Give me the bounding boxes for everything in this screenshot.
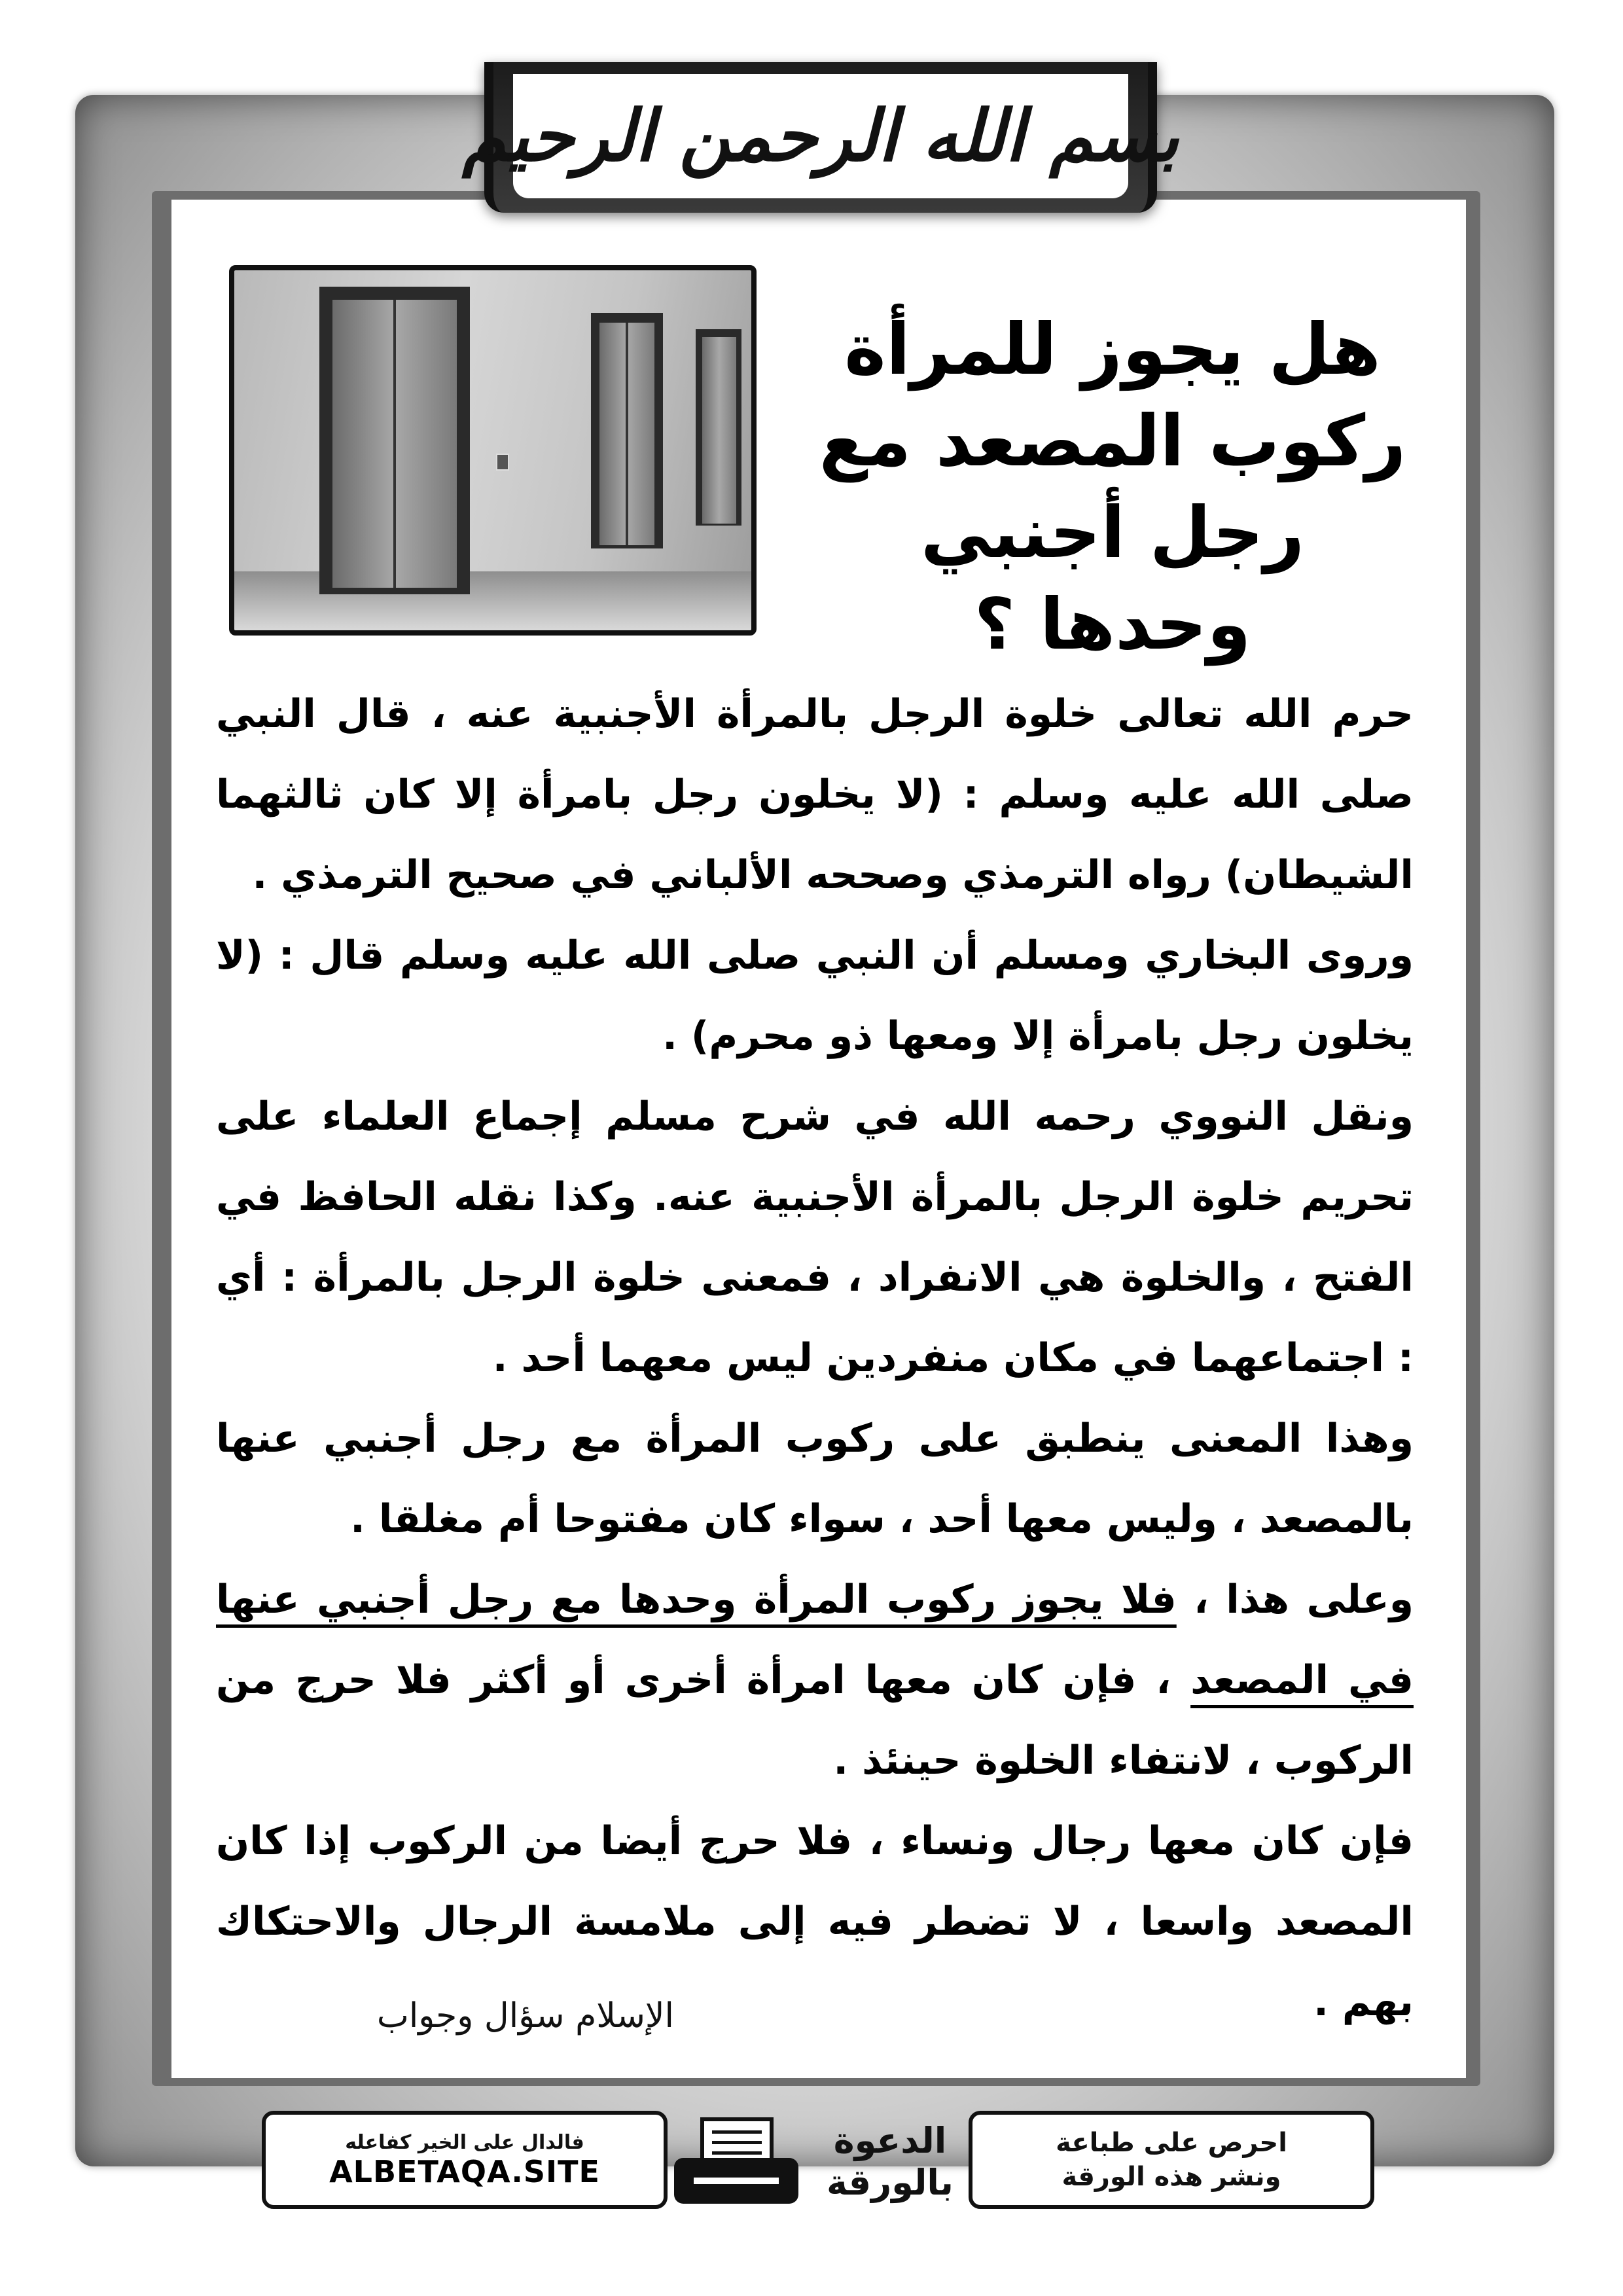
- logo-line-2: بالورقة: [827, 2161, 954, 2203]
- footer-site-box: [262, 2111, 668, 2209]
- paragraph-5-prefix: وعلى هذا ،: [1176, 1577, 1414, 1623]
- basmala-text: بسم الله الرحمن الرحيم: [462, 95, 1179, 177]
- basmala-banner: [462, 62, 1179, 213]
- footer-print-line-2: ونشر هذه الورقة: [1061, 2162, 1281, 2192]
- title-line-3: رجل أجنبي وحدها ؟: [920, 492, 1305, 666]
- source-credit: الإسلام سؤال وجواب: [376, 1996, 674, 2036]
- printer-icon: [674, 2117, 805, 2209]
- elevator-door-2: [599, 323, 654, 545]
- paper-line: [712, 2130, 762, 2134]
- paragraph-5-ruling: فلا يجوز ركوب المرأة وحدها مع رجل أجنبي عنها في المصعد: [216, 1577, 1414, 1703]
- door-split-2: [626, 323, 628, 545]
- basmala-inner: [462, 74, 1179, 198]
- paragraph-2: وروى البخاري ومسلم أن النبي صلى الله عليه وسلم قال : (لا يخلون رجل بامرأة إلا ومعها ذو محرم) .: [216, 933, 1414, 1059]
- printer-slot: [694, 2178, 779, 2184]
- footer: [262, 2111, 1374, 2209]
- paragraph-5-suffix: ، فإن كان معها امرأة أخرى أو أكثر فلا حرج من الركوب ، لانتفاء الخلوة حينئذ .: [216, 1657, 1414, 1784]
- paper-line: [712, 2151, 762, 2155]
- title-line-1: هل يجوز للمرأة: [844, 309, 1381, 391]
- call-button-1: [496, 454, 509, 471]
- logo-line-1: الدعوة: [833, 2119, 947, 2161]
- paragraph-1: حرم الله تعالى خلوة الرجل بالمرأة الأجنبية عنه ، قال النبي صلى الله عليه وسلم : (لا يخلون رجل بامرأة إلا كان ثالثهما الشيطان) رواه الترمذي وصححه الألباني في صحيح الترمذي .: [216, 691, 1414, 898]
- paragraph-3: ونقل النووي رحمه الله في شرح مسلم إجماع العلماء على تحريم خلوة الرجل بالمرأة الأجنبية عنه. وكذا نقله الحافظ في الفتح ، والخلوة هي الانفراد ، فمعنى خلوة الرجل بالمرأة : أي : اجتماعهما في مكان منفردين ليس معهما أحد .: [216, 1094, 1414, 1381]
- paper-line: [712, 2141, 762, 2144]
- page-title: [818, 304, 1407, 671]
- footer-print-line-1: احرص على طباعة: [1056, 2128, 1287, 2158]
- paragraph-6: فإن كان معها رجال ونساء ، فلا حرج أيضا من الركوب إذا كان المصعد واسعا ، لا تضطر فيه إلى ملامسة الرجال والاحتكاك بهم .: [216, 1818, 1414, 2025]
- paragraph-4: وهذا المعنى ينطبق على ركوب المرأة مع رجل أجنبي عنها بالمصعد ، وليس معها أحد ، سواء كان مفتوحا أم مغلقا .: [216, 1416, 1414, 1542]
- elevator-photo: [229, 265, 757, 636]
- photo-floor: [234, 571, 751, 630]
- footer-proverb: فالدال على الخير كفاعله: [345, 2130, 584, 2154]
- elevator-door-1: [332, 300, 457, 588]
- elevator-door-3: [702, 337, 736, 524]
- title-line-2: ركوب المصعد مع: [819, 401, 1406, 482]
- footer-site-link[interactable]: ALBETAQA.SITE: [329, 2153, 600, 2189]
- paragraph-5: [216, 1560, 1414, 1801]
- footer-print-box: [969, 2111, 1374, 2209]
- dawah-logo: [827, 2114, 954, 2209]
- article-body: [216, 674, 1414, 2043]
- door-split-1: [393, 300, 396, 588]
